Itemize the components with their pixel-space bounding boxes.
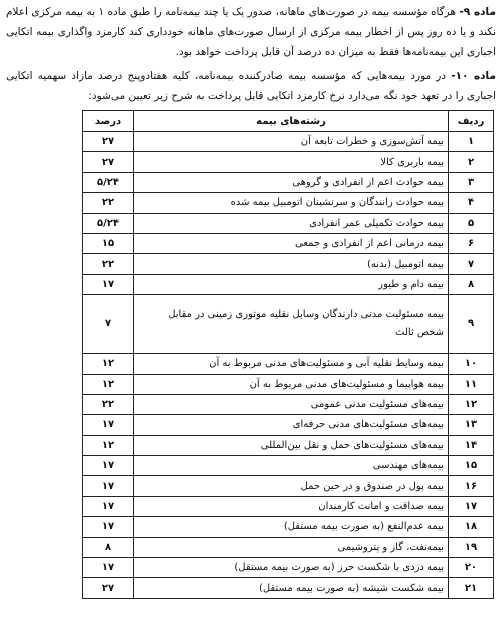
percent-cell: ۲۷ xyxy=(83,152,134,172)
row-number-cell: ۱۷ xyxy=(449,496,494,516)
percent-cell: ۲۷ xyxy=(83,132,134,152)
article-10-text: در مورد بیمه‌هایی که مؤسسه بیمه صادرکننده بیمه‌نامه، کلیه هفتادوپنج درصد مازاد سهمیه اتکایی اجباری را در تعهد خود نگه می‌دارد نرخ کارمزد اتکایی قابل پرداخت به شرح زیر تعیین می‌شود: xyxy=(6,70,496,102)
insurance-field-cell: بیمه‌های مهندسی xyxy=(134,456,449,476)
table-row xyxy=(83,172,494,192)
table-row xyxy=(83,233,494,253)
percent-cell: ۱۷ xyxy=(83,517,134,537)
percent-cell: ۸ xyxy=(83,537,134,557)
percent-cell: ۲۲ xyxy=(83,254,134,274)
insurance-field-cell: بیمه‌نفت، گاز و پتروشیمی xyxy=(134,537,449,557)
row-number-cell: ۲۰ xyxy=(449,558,494,578)
row-number-cell: ۱۰ xyxy=(449,354,494,374)
article-9-label: ماده ۹- xyxy=(459,6,496,18)
percent-cell: ۱۷ xyxy=(83,476,134,496)
row-number-cell: ۱۴ xyxy=(449,435,494,455)
percent-cell: ۱۲ xyxy=(83,354,134,374)
percent-cell: ۱۷ xyxy=(83,496,134,516)
table-row xyxy=(83,415,494,435)
insurance-field-cell: بیمه آتش‌سوزی و خطرات تابعه آن xyxy=(134,132,449,152)
table-row xyxy=(83,578,494,598)
table-row xyxy=(83,254,494,274)
row-number-cell: ۳ xyxy=(449,172,494,192)
insurance-field-cell: بیمه دام و طیور xyxy=(134,274,449,294)
row-number-cell: ۱۲ xyxy=(449,394,494,414)
percent-cell: ۵/۲۴ xyxy=(83,213,134,233)
article-10-label: ماده ۱۰- xyxy=(451,70,496,82)
insurance-field-cell: بیمه عدم‌النفع (به صورت بیمه مستقل) xyxy=(134,517,449,537)
row-number-cell: ۱۱ xyxy=(449,374,494,394)
row-number-cell: ۱۶ xyxy=(449,476,494,496)
table-row xyxy=(83,274,494,294)
row-number-cell: ۱۵ xyxy=(449,456,494,476)
percent-cell: ۱۷ xyxy=(83,456,134,476)
article-9-paragraph xyxy=(6,2,496,62)
table-row xyxy=(83,354,494,374)
table-body xyxy=(83,132,494,599)
row-number-cell: ۱۳ xyxy=(449,415,494,435)
insurance-field-cell: بیمه حوادث تکمیلی عمر انفرادی xyxy=(134,213,449,233)
commission-rate-table xyxy=(82,110,494,599)
table-row xyxy=(83,496,494,516)
table-row xyxy=(83,517,494,537)
percent-cell: ۱۵ xyxy=(83,233,134,253)
table-row xyxy=(83,132,494,152)
table-row xyxy=(83,152,494,172)
percent-cell: ۱۷ xyxy=(83,274,134,294)
insurance-field-cell: بیمه هواپیما و مسئولیت‌های مدنی مربوط به آن xyxy=(134,374,449,394)
header-insurance-field: رشته‌های بیمه xyxy=(134,111,449,132)
insurance-field-cell: بیمه پول در صندوق و در حین حمل xyxy=(134,476,449,496)
insurance-field-cell: بیمه‌های مسئولیت‌های مدنی حرفه‌ای xyxy=(134,415,449,435)
table-row xyxy=(83,193,494,213)
row-number-cell: ۱۸ xyxy=(449,517,494,537)
insurance-field-cell: بیمه شکست شیشه (به صورت بیمه مستقل) xyxy=(134,578,449,598)
table-row xyxy=(83,558,494,578)
insurance-field-cell: بیمه حوادث رانندگان و سرنشینان اتومبیل بیمه شده xyxy=(134,193,449,213)
percent-cell: ۷ xyxy=(83,295,134,354)
insurance-field-cell: بیمه دزدی با شکست حرز (به صورت بیمه مستقل) xyxy=(134,558,449,578)
percent-cell: ۱۷ xyxy=(83,415,134,435)
article-9-text: هرگاه مؤسسه بیمه در صورت‌های ماهانه، صدور یک یا چند بیمه‌نامه را طبق ماده ۱ به بیمه مرکزی اعلام نکند و یا ده روز پس از اخطار بیمه مرکزی از ارسال صورت‌های ماهانه خودداری کند کارمزد واگذاری بیمه اتکایی اجباری این بیمه‌نامه‌ها فقط به میزان ده درصد آن قابل پرداخت خواهد بود. xyxy=(6,6,496,58)
insurance-field-cell: بیمه باربری کالا xyxy=(134,152,449,172)
insurance-field-cell: بیمه صداقت و امانت کارمندان xyxy=(134,496,449,516)
table-header-row xyxy=(83,111,494,132)
row-number-cell: ۸ xyxy=(449,274,494,294)
insurance-field-cell: بیمه حوادث اعم از انفرادی و گروهی xyxy=(134,172,449,192)
percent-cell: ۲۷ xyxy=(83,578,134,598)
table-row xyxy=(83,456,494,476)
insurance-field-cell: بیمه مسئولیت مدنی دارندگان وسایل نقلیه موتوری زمینی در مقابل شخص ثالث xyxy=(134,295,449,354)
row-number-cell: ۴ xyxy=(449,193,494,213)
header-percent: درصد xyxy=(83,111,134,132)
table-row xyxy=(83,476,494,496)
row-number-cell: ۲ xyxy=(449,152,494,172)
row-number-cell: ۷ xyxy=(449,254,494,274)
percent-cell: ۲۲ xyxy=(83,193,134,213)
insurance-field-cell: بیمه اتومبیل (بدنه) xyxy=(134,254,449,274)
insurance-field-cell: بیمه درمانی اعم از انفرادی و جمعی xyxy=(134,233,449,253)
row-number-cell: ۲۱ xyxy=(449,578,494,598)
insurance-field-cell: بیمه وسایط نقلیه آبی و مسئولیت‌های مدنی مربوط به آن xyxy=(134,354,449,374)
row-number-cell: ۹ xyxy=(449,295,494,354)
table-row xyxy=(83,213,494,233)
table-row xyxy=(83,295,494,354)
article-10-paragraph xyxy=(6,66,496,106)
insurance-field-cell: بیمه‌های مسئولیت‌های حمل و نقل بین‌المللی xyxy=(134,435,449,455)
table-row xyxy=(83,394,494,414)
header-row-number: ردیف xyxy=(449,111,494,132)
table-row xyxy=(83,374,494,394)
row-number-cell: ۶ xyxy=(449,233,494,253)
percent-cell: ۲۲ xyxy=(83,394,134,414)
table-row xyxy=(83,537,494,557)
row-number-cell: ۵ xyxy=(449,213,494,233)
percent-cell: ۵/۲۴ xyxy=(83,172,134,192)
table-row xyxy=(83,435,494,455)
percent-cell: ۱۲ xyxy=(83,435,134,455)
percent-cell: ۱۲ xyxy=(83,374,134,394)
insurance-field-cell: بیمه‌های مسئولیت مدنی عمومی xyxy=(134,394,449,414)
row-number-cell: ۱ xyxy=(449,132,494,152)
percent-cell: ۱۷ xyxy=(83,558,134,578)
row-number-cell: ۱۹ xyxy=(449,537,494,557)
